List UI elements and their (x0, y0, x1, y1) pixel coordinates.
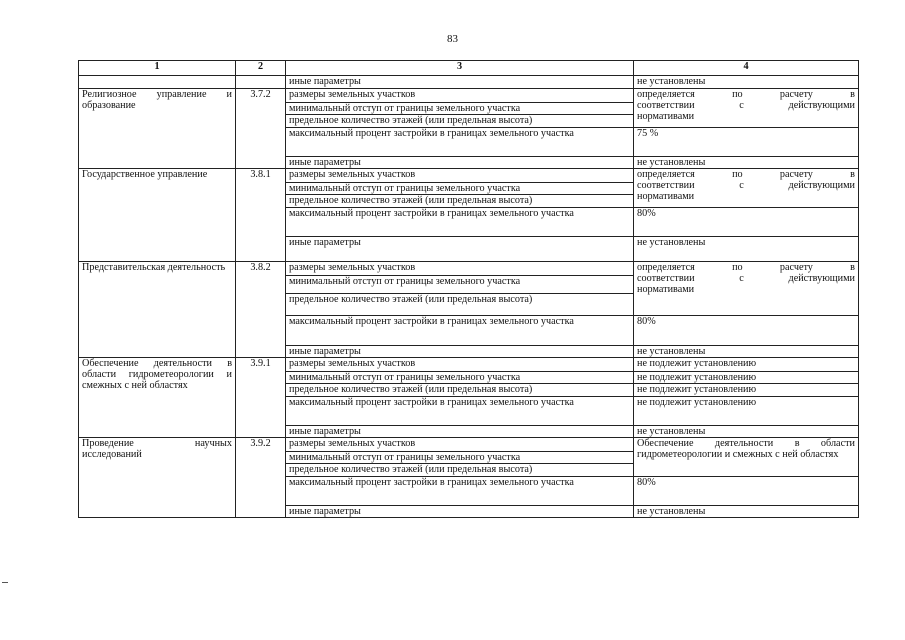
value-line: определяется по расчету в (637, 262, 855, 273)
param-name: иные параметры (286, 237, 634, 262)
param-name: размеры земельных участков (286, 262, 634, 276)
table-row (79, 89, 859, 103)
param-name: максимальный процент застройки в границах земельного участка (286, 397, 634, 426)
scan-mark (2, 582, 8, 583)
value-line: нормативами (637, 111, 695, 122)
param-value: не установлены (634, 426, 859, 438)
param-name: размеры земельных участков (286, 169, 634, 183)
table-row (79, 262, 859, 276)
param-value: не подлежит установлению (634, 384, 859, 397)
use-name: Религиозное управление и образование (79, 89, 236, 169)
use-code (236, 76, 286, 89)
table-row (79, 169, 859, 183)
table-row (79, 438, 859, 452)
value-line: определяется по расчету в (637, 89, 855, 100)
value-line: нормативами (637, 284, 695, 295)
param-name: иные параметры (286, 76, 634, 89)
use-name: Обеспечение деятельности в области гидрометеорологии и смежных с ней областях (79, 358, 236, 438)
param-name: предельное количество этажей (или предельная высота) (286, 115, 634, 128)
param-name: иные параметры (286, 426, 634, 438)
use-name: Представительская деятельность (79, 262, 236, 358)
value-line: нормативами (637, 191, 695, 202)
param-name: максимальный процент застройки в границах земельного участка (286, 477, 634, 506)
table-row (79, 76, 859, 89)
param-name: иные параметры (286, 157, 634, 169)
use-name (79, 76, 236, 89)
header-col-3: 3 (286, 61, 634, 76)
use-code: 3.7.2 (236, 89, 286, 169)
param-name: максимальный процент застройки в границах земельного участка (286, 316, 634, 346)
param-name: предельное количество этажей (или предельная высота) (286, 195, 634, 208)
param-value-merged (634, 169, 859, 208)
regulations-table (78, 60, 859, 518)
use-code: 3.9.2 (236, 438, 286, 518)
param-value: не подлежит установлению (634, 372, 859, 384)
value-line: определяется по расчету в (637, 169, 855, 180)
param-name: минимальный отступ от границы земельного участка (286, 103, 634, 115)
use-code: 3.8.2 (236, 262, 286, 358)
param-value-merged: Обеспечение деятельности в области гидрометеорологии и смежных с ней областях (634, 438, 859, 477)
param-value: 80% (634, 316, 859, 346)
param-value: не установлены (634, 76, 859, 89)
header-col-1: 1 (79, 61, 236, 76)
table-row (79, 358, 859, 372)
value-line: соответствии с действующими (637, 273, 855, 284)
param-value-merged (634, 89, 859, 128)
param-name: максимальный процент застройки в границах земельного участка (286, 128, 634, 157)
param-name: предельное количество этажей (или предельная высота) (286, 464, 634, 477)
param-value: 75 % (634, 128, 859, 157)
param-value: не установлены (634, 237, 859, 262)
page-number: 83 (447, 33, 458, 45)
value-line: соответствии с действующими (637, 180, 855, 191)
param-name: предельное количество этажей (или предельная высота) (286, 294, 634, 316)
use-name: Государственное управление (79, 169, 236, 262)
param-value: не установлены (634, 346, 859, 358)
param-value: не установлены (634, 506, 859, 518)
param-value: 80% (634, 477, 859, 506)
param-name: предельное количество этажей (или предельная высота) (286, 384, 634, 397)
value-line: соответствии с действующими (637, 100, 855, 111)
param-name: иные параметры (286, 346, 634, 358)
param-value: не подлежит установлению (634, 397, 859, 426)
param-name: максимальный процент застройки в границах земельного участка (286, 208, 634, 237)
header-col-2: 2 (236, 61, 286, 76)
param-name: минимальный отступ от границы земельного участка (286, 276, 634, 294)
use-code: 3.8.1 (236, 169, 286, 262)
param-value-merged (634, 262, 859, 316)
header-col-4: 4 (634, 61, 859, 76)
header-row (79, 61, 859, 76)
param-name: размеры земельных участков (286, 438, 634, 452)
param-name: размеры земельных участков (286, 89, 634, 103)
param-value: не подлежит установлению (634, 358, 859, 372)
param-name: размеры земельных участков (286, 358, 634, 372)
use-name: Проведение научных исследований (79, 438, 236, 518)
param-name: минимальный отступ от границы земельного участка (286, 452, 634, 464)
use-code: 3.9.1 (236, 358, 286, 438)
param-name: минимальный отступ от границы земельного участка (286, 372, 634, 384)
param-value: не установлены (634, 157, 859, 169)
param-name: минимальный отступ от границы земельного участка (286, 183, 634, 195)
param-value: 80% (634, 208, 859, 237)
param-name: иные параметры (286, 506, 634, 518)
